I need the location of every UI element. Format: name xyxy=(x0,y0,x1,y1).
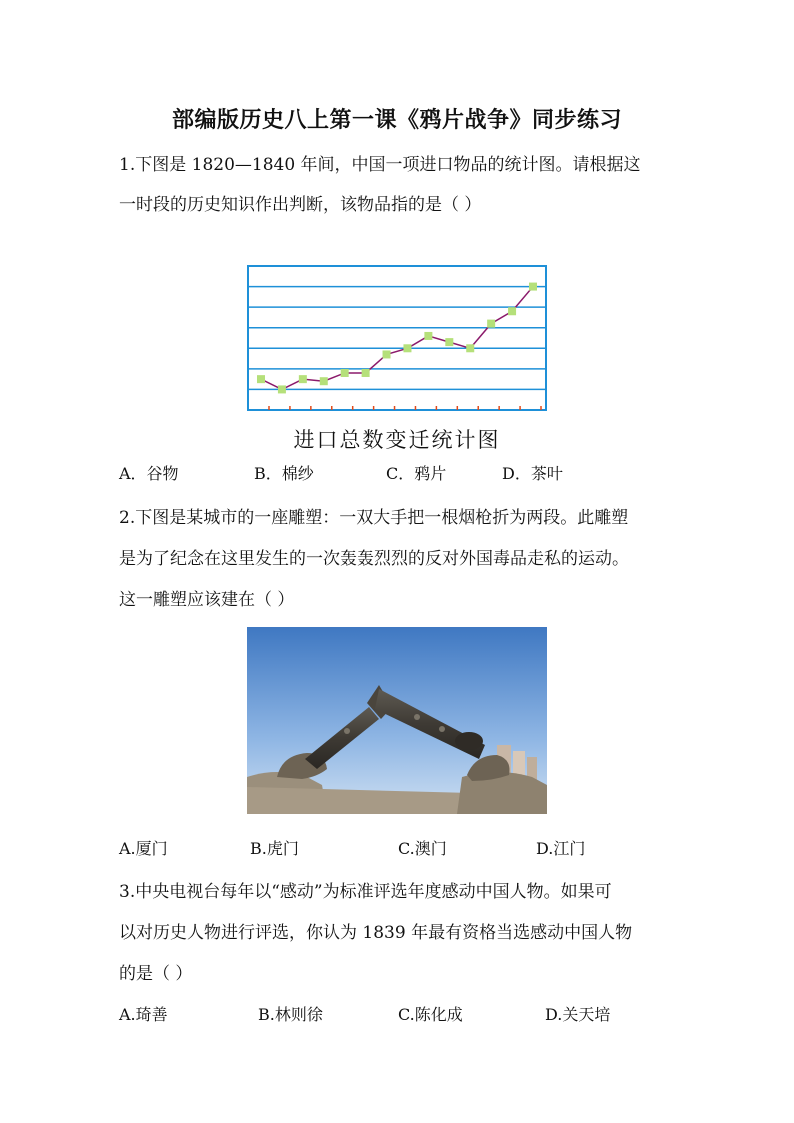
q2-option-a[interactable]: A.厦门 xyxy=(119,839,168,858)
q1-option-a[interactable]: A．谷物 xyxy=(119,464,179,483)
q3-option-c[interactable]: C.陈化成 xyxy=(398,1005,463,1024)
chart-points xyxy=(257,283,537,394)
chart-point xyxy=(487,320,495,328)
q1-option-b[interactable]: B．棉纱 xyxy=(254,464,314,483)
chart-grid xyxy=(248,266,546,410)
q3-option-d[interactable]: D.关天培 xyxy=(545,1005,611,1024)
chart-point xyxy=(341,369,349,377)
q1-option-c[interactable]: C．鸦片 xyxy=(386,464,447,483)
q2-option-b[interactable]: B.虎门 xyxy=(250,839,299,858)
question-3-text-line-3: 的是（ ） xyxy=(119,964,193,984)
chart-point xyxy=(424,332,432,340)
chart-point xyxy=(445,338,453,346)
chart-point xyxy=(320,377,328,385)
chart-frame xyxy=(248,266,546,410)
question-2-text-line-2: 是为了纪念在这里发生的一次轰轰烈烈的反对外国毒品走私的运动。 xyxy=(119,549,629,569)
chart-point xyxy=(257,375,265,383)
chart-point xyxy=(383,350,391,358)
chart-point xyxy=(529,283,537,291)
question-2-text-line-3: 这一雕塑应该建在（ ） xyxy=(119,590,295,610)
question-1-text-line-1: 1.下图是 1820—1840 年间，中国一项进口物品的统计图。请根据这 xyxy=(119,155,641,175)
q3-option-a[interactable]: A.琦善 xyxy=(119,1005,168,1024)
question-3-text-line-1: 3.中央电视台每年以“感动”为标准评选年度感动中国人物。如果可 xyxy=(119,882,612,902)
q1-option-d[interactable]: D．茶叶 xyxy=(502,464,563,483)
chart-point xyxy=(403,344,411,352)
chart-point xyxy=(299,375,307,383)
chart-point xyxy=(278,385,286,393)
import-statistics-chart xyxy=(246,264,548,414)
chart-point xyxy=(362,369,370,377)
q2-option-d[interactable]: D.江门 xyxy=(536,839,586,858)
chart-caption: 进口总数变迁统计图 xyxy=(293,428,501,452)
q2-option-c[interactable]: C.澳门 xyxy=(398,839,447,858)
chart-point xyxy=(508,307,516,315)
chart-point xyxy=(466,344,474,352)
question-1-text-line-2: 一时段的历史知识作出判断，该物品指的是（ ） xyxy=(119,195,482,215)
q3-option-b[interactable]: B.林则徐 xyxy=(258,1005,323,1024)
broken-opium-pipe-sculpture-photo xyxy=(247,627,547,814)
page-title: 部编版历史八上第一课《鸦片战争》同步练习 xyxy=(171,108,622,133)
question-2-text-line-1: 2.下图是某城市的一座雕塑：一双大手把一根烟枪折为两段。此雕塑 xyxy=(119,508,629,528)
chart-series-line xyxy=(261,287,533,390)
question-3-text-line-2: 以对历史人物进行评选，你认为 1839 年最有资格当选感动中国人物 xyxy=(119,923,633,943)
